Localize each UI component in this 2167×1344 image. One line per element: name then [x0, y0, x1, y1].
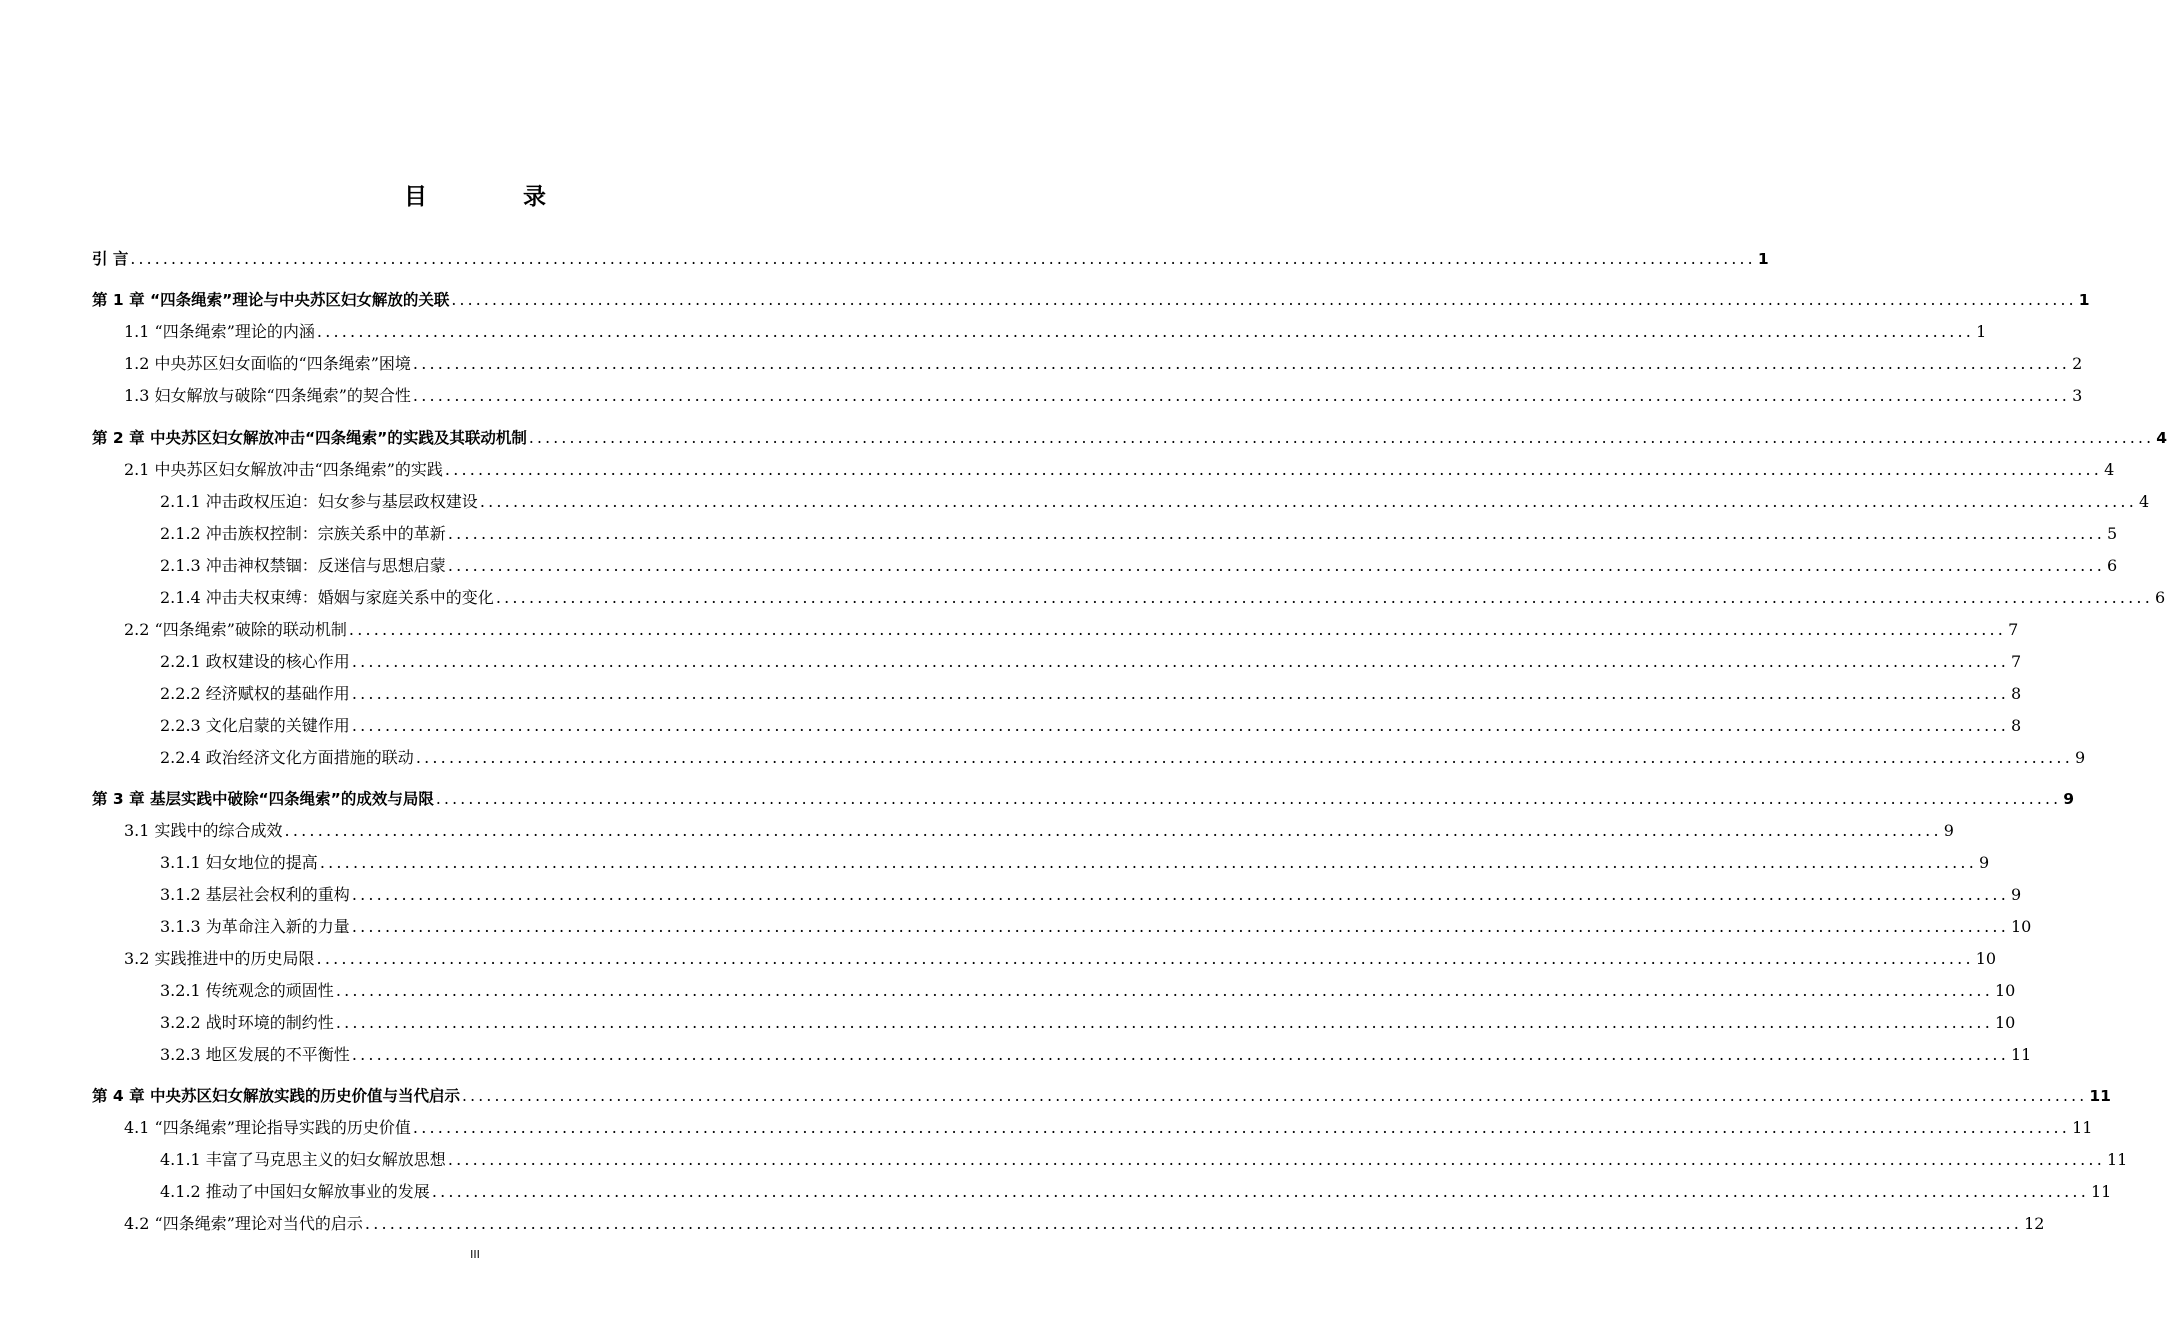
toc-page-number: 9 [1943, 821, 1954, 840]
toc-leader-dots: ........................................................................................................................................................................................................ [319, 853, 1977, 872]
toc-entry-title: 2.2 “四条绳索”破除的联动机制 [124, 620, 347, 639]
toc-entry-title: 2.1.2 冲击族权控制：宗族关系中的革新 [160, 524, 446, 543]
toc-entry[interactable] [124, 818, 1954, 844]
toc-leader-dots: ........................................................................................................................................................................................................ [528, 429, 2155, 447]
toc-page-number: 7 [2008, 620, 2019, 639]
toc-leader-dots: ........................................................................................................................................................................................................ [412, 1118, 2071, 1137]
toc-leader-dots: ........................................................................................................................................................................................................ [364, 1214, 2023, 1233]
toc-leader-dots: ........................................................................................................................................................................................................ [351, 652, 2009, 671]
toc-page-number: 12 [2024, 1214, 2045, 1233]
toc-entry-title: 4.2 “四条绳索”理论对当代的启示 [124, 1214, 363, 1233]
toc-entry[interactable] [124, 617, 2019, 643]
toc-entry-title: 3.1 实践中的综合成效 [124, 821, 283, 840]
toc-leader-dots: ........................................................................................................................................................................................................ [316, 322, 1975, 341]
toc-entry-title: 4.1 “四条绳索”理论指导实践的历史价值 [124, 1118, 411, 1137]
toc-entry[interactable] [160, 713, 2022, 739]
toc-entry[interactable] [160, 585, 2166, 611]
toc-page-number: 1 [2078, 291, 2090, 309]
toc-entry-title: 第 2 章 中央苏区妇女解放冲击“四条绳索”的实践及其联动机制 [92, 429, 527, 447]
toc-entry[interactable] [160, 649, 2022, 675]
toc-entry[interactable] [160, 850, 1990, 876]
toc-entry-title: 4.1.2 推动了中国妇女解放事业的发展 [160, 1182, 430, 1201]
toc-entry[interactable] [124, 1115, 2093, 1141]
toc-page-number: 7 [2011, 652, 2022, 671]
toc-leader-dots: ........................................................................................................................................................................................................ [351, 885, 2009, 904]
toc-page-number: 5 [2107, 524, 2118, 543]
toc-leader-dots: ........................................................................................................................................................................................................ [351, 684, 2009, 703]
toc-leader-dots: ........................................................................................................................................................................................................ [435, 790, 2062, 808]
toc-entry-title: 1.1 “四条绳索”理论的内涵 [124, 322, 315, 341]
toc-entry-title: 4.1.1 丰富了马克思主义的妇女解放思想 [160, 1150, 446, 1169]
toc-entry[interactable] [160, 1042, 2032, 1068]
toc-page-number: 6 [2107, 556, 2118, 575]
toc-leader-dots: ........................................................................................................................................................................................................ [284, 821, 1942, 840]
toc-entry[interactable] [160, 681, 2022, 707]
toc-leader-dots: ........................................................................................................................................................................................................ [412, 354, 2071, 373]
toc-page-number: 11 [2091, 1182, 2112, 1201]
toc-entry[interactable] [160, 1010, 2016, 1036]
toc-leader-dots: ........................................................................................................................................................................................................ [316, 949, 1974, 968]
toc-leader-dots: ........................................................................................................................................................................................................ [351, 1045, 2009, 1064]
toc-leader-dots: ........................................................................................................................................................................................................ [451, 291, 2077, 309]
toc-page-number: 10 [1975, 949, 1997, 968]
toc-page-number: 9 [2011, 885, 2022, 904]
toc-leader-dots: ........................................................................................................................................................................................................ [447, 524, 2105, 543]
toc-entry-title: 3.2.1 传统观念的顽固性 [160, 981, 334, 1000]
toc-entry-title: 3.1.3 为革命注入新的力量 [160, 917, 350, 936]
toc-page-number: 4 [2156, 429, 2167, 447]
toc-entry-title: 2.2.2 经济赋权的基础作用 [160, 684, 350, 703]
toc-page-number: 4 [2104, 460, 2115, 479]
toc-leader-dots: ........................................................................................................................................................................................................ [447, 1150, 2105, 1169]
toc-leader-dots: ........................................................................................................................................................................................................ [335, 981, 1993, 1000]
toc-page-number: 11 [2011, 1045, 2032, 1064]
toc-entry[interactable] [92, 425, 2167, 451]
toc-entry-title: 3.1.2 基层社会权利的重构 [160, 885, 350, 904]
toc-page-number: 1 [1757, 250, 1769, 268]
toc-entry-title: 3.1.1 妇女地位的提高 [160, 853, 318, 872]
toc-entry-title: 第 3 章 基层实践中破除“四条绳索”的成效与局限 [92, 790, 434, 808]
toc-entry-title: 2.2.1 政权建设的核心作用 [160, 652, 350, 671]
toc-entry-title: 3.2.3 地区发展的不平衡性 [160, 1045, 350, 1064]
toc-page-number: 10 [1995, 1013, 2016, 1032]
toc-leader-dots: ........................................................................................................................................................................................................ [444, 460, 2103, 479]
toc-entry-title: 1.3 妇女解放与破除“四条绳索”的契合性 [124, 386, 411, 405]
toc-entry-title: 2.1.1 冲击政权压迫：妇女参与基层政权建设 [160, 492, 478, 511]
toc-leader-dots: ........................................................................................................................................................................................................ [431, 1182, 2089, 1201]
toc-entry[interactable] [124, 946, 1997, 972]
toc-entry[interactable] [92, 246, 1769, 272]
toc-leader-dots: ........................................................................................................................................................................................................ [348, 620, 2007, 639]
toc-entry[interactable] [160, 553, 2118, 579]
toc-page-number: 2 [2072, 354, 2083, 373]
toc-entry[interactable] [160, 1147, 2128, 1173]
toc-entry[interactable] [92, 786, 2075, 812]
toc-leader-dots: ........................................................................................................................................................................................................ [335, 1013, 1993, 1032]
toc-leader-dots: ........................................................................................................................................................................................................ [351, 917, 2009, 936]
toc-entry-title: 3.2.2 战时环境的制约性 [160, 1013, 334, 1032]
toc-entry[interactable] [160, 521, 2118, 547]
toc-page-number: 9 [2063, 790, 2075, 808]
toc-entry-title: 3.2 实践推进中的历史局限 [124, 949, 315, 968]
toc-page-number: 8 [2011, 684, 2022, 703]
toc-page-number: 11 [2107, 1150, 2128, 1169]
toc-leader-dots: ........................................................................................................................................................................................................ [447, 556, 2105, 575]
toc-leader-dots: ........................................................................................................................................................................................................ [479, 492, 2137, 511]
toc-entry[interactable] [160, 914, 2032, 940]
toc-leader-dots: ........................................................................................................................................................................................................ [130, 250, 1756, 268]
toc-page-number: 11 [2072, 1118, 2093, 1137]
toc-leader-dots: ........................................................................................................................................................................................................ [495, 588, 2153, 607]
toc-entry[interactable] [160, 978, 2016, 1004]
toc-page-number: 10 [1995, 981, 2016, 1000]
toc-entry[interactable] [92, 1083, 2111, 1109]
toc-leader-dots: ........................................................................................................................................................................................................ [412, 386, 2071, 405]
toc-entry[interactable] [160, 745, 2086, 771]
toc-leader-dots: ........................................................................................................................................................................................................ [415, 748, 2073, 767]
toc-page-number: 10 [2011, 917, 2032, 936]
toc-entry[interactable] [160, 882, 2022, 908]
toc-entry[interactable] [92, 287, 2090, 313]
toc-entry-title: 1.2 中央苏区妇女面临的“四条绳索”困境 [124, 354, 411, 373]
toc-entry[interactable] [124, 319, 1987, 345]
toc-page-number: 9 [1979, 853, 1990, 872]
toc-page-number: 6 [2155, 588, 2166, 607]
toc-page-number: 8 [2011, 716, 2022, 735]
toc-page-number: 9 [2075, 748, 2086, 767]
toc-leader-dots: ........................................................................................................................................................................................................ [351, 716, 2009, 735]
toc-entry[interactable] [124, 351, 2083, 377]
toc-page-number: 11 [2089, 1087, 2111, 1105]
toc-entry[interactable] [124, 383, 2083, 409]
toc-entry-title: 2.2.4 政治经济文化方面措施的联动 [160, 748, 414, 767]
toc-entry[interactable] [124, 1211, 2045, 1237]
toc-page-number: 1 [1976, 322, 1987, 341]
page-title: 目 录 [403, 184, 590, 210]
toc-entry-title: 2.2.3 文化启蒙的关键作用 [160, 716, 350, 735]
page-number-footer: III [470, 1248, 480, 1261]
toc-page-number: 4 [2139, 492, 2150, 511]
toc-entry-title: 2.1.4 冲击夫权束缚：婚姻与家庭关系中的变化 [160, 588, 494, 607]
toc-entry[interactable] [160, 489, 2150, 515]
toc-entry-title: 第 4 章 中央苏区妇女解放实践的历史价值与当代启示 [92, 1087, 460, 1105]
toc-entry-title: 2.1.3 冲击神权禁锢：反迷信与思想启蒙 [160, 556, 446, 575]
toc-entry-title: 引 言 [92, 250, 129, 268]
toc-entry[interactable] [160, 1179, 2112, 1205]
toc-leader-dots: ........................................................................................................................................................................................................ [461, 1087, 2088, 1105]
toc-entry[interactable] [124, 457, 2115, 483]
toc-page-number: 3 [2072, 386, 2083, 405]
toc-entry-title: 2.1 中央苏区妇女解放冲击“四条绳索”的实践 [124, 460, 443, 479]
toc-entry-title: 第 1 章 “四条绳索”理论与中央苏区妇女解放的关联 [92, 291, 450, 309]
